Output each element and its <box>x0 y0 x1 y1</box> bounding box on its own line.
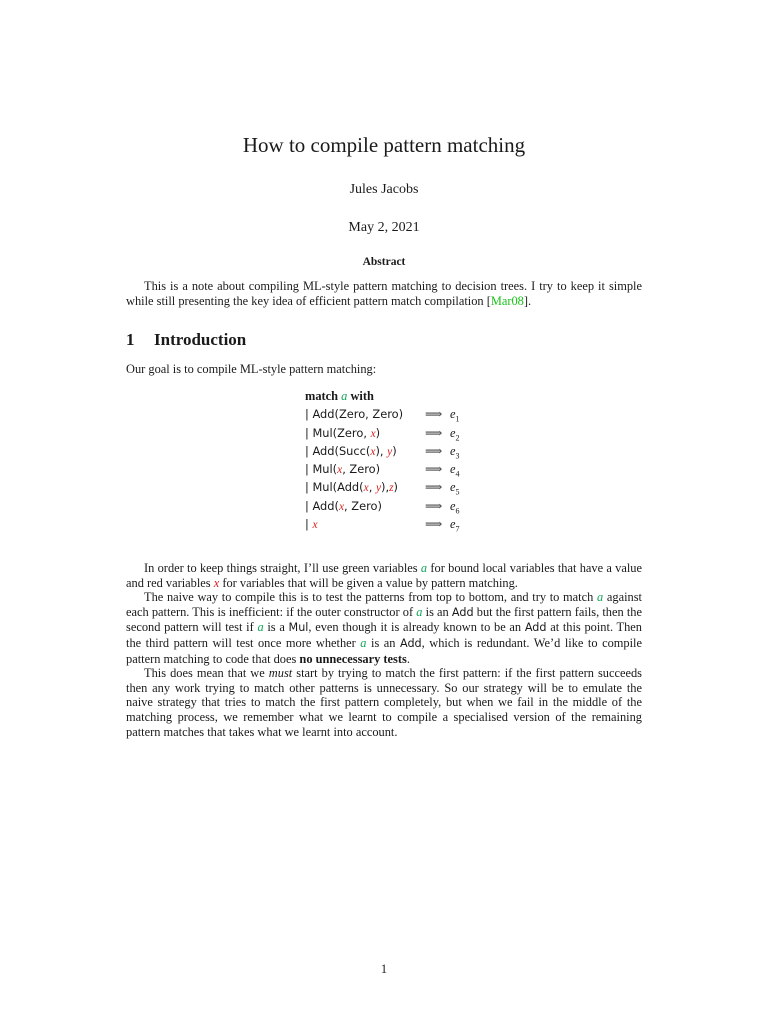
code-row <box>305 406 485 424</box>
pattern: | Mul(Zero, x) <box>305 425 381 440</box>
intro-sentence: Our goal is to compile ML-style pattern matching: <box>126 362 377 376</box>
paragraph: In order to keep things straight, I’ll use green variables a for bound local variables that have a value and red variables x for variables that will be given a value by pattern matching. <box>126 561 643 590</box>
section-heading <box>126 329 246 351</box>
bold-phrase: no unnecessary tests <box>299 651 407 666</box>
result-expression: $e_7$ <box>450 517 460 534</box>
result-expression: $e_4$ <box>450 462 460 479</box>
result-expression: $e_1$ <box>450 407 460 424</box>
paragraph: The naive way to compile this is to test the patterns from top to bottom, and try to match a against each pattern. This is inefficient: if the outer constructor of a is an Add but the first pattern fails, then the second pattern will test if a is a Mul, even though it is already known to be an Add at this point. Then the third pattern will test once more whether a is an Add, which is redundant. We’d like to compile pattern matching to code that does no unnecessary tests. <box>126 590 642 666</box>
body-text <box>126 561 642 739</box>
constructor-name: Add <box>400 636 422 650</box>
constructor-name: Mul <box>288 621 309 635</box>
scrutinee-variable: a <box>341 389 348 403</box>
emphasis: must <box>268 666 293 681</box>
abstract-text-end: ]. <box>523 294 532 308</box>
paper-author: Jules Jacobs <box>349 182 419 197</box>
code-row <box>305 461 485 479</box>
constructor-name: Add <box>524 621 547 635</box>
result-expression: $e_3$ <box>450 443 460 461</box>
result-expression: $e_2$ <box>450 425 460 443</box>
citation-link[interactable]: Mar08 <box>490 294 524 308</box>
implies-arrow: ⟹ <box>425 462 443 477</box>
result-expression: $e_5$ <box>450 480 460 497</box>
constructor-name: Add <box>451 605 474 619</box>
implies-arrow: ⟹ <box>425 407 443 422</box>
code-row <box>305 425 485 443</box>
pattern: | Mul(Add(x, y),z) <box>305 480 398 495</box>
implies-arrow: ⟹ <box>425 498 443 513</box>
code-row <box>305 498 485 516</box>
abstract-heading: Abstract <box>362 256 406 268</box>
section-number: 1 <box>126 330 135 349</box>
pattern-match-code-block <box>305 388 485 534</box>
paragraph: This does mean that we must start by trying to match the first pattern: if the first pattern succeeds then any work trying to match other patterns is unnecessary. So our strategy will be to emulate the naive strategy that tries to match the first pattern completely, but when we fail in the middle of the matching process, we remember what we learnt to compile a specialised version of the remaining pattern matches that takes what we learnt into account. <box>126 666 642 739</box>
pattern: | Mul(x, Zero) <box>305 462 381 477</box>
keyword-with: with <box>350 389 374 403</box>
implies-arrow: ⟹ <box>425 480 443 495</box>
implies-arrow: ⟹ <box>425 425 443 440</box>
code-header <box>305 388 485 406</box>
pattern: | Add(Succ(x), y) <box>305 443 397 458</box>
green-variable: a <box>257 620 264 635</box>
abstract-text <box>126 279 642 309</box>
green-variable: a <box>597 590 604 605</box>
implies-arrow: ⟹ <box>425 517 443 532</box>
code-row <box>305 479 485 497</box>
abstract-text-start: This is a note about compiling ML-style pattern matching to decision trees. I try to keep it simple while still presenting the key idea of efficient pattern match compilation [ <box>126 279 642 308</box>
code-row <box>305 516 485 534</box>
keyword-match: match <box>305 389 339 403</box>
paper-title: How to compile pattern matching <box>242 133 526 157</box>
green-variable: a <box>416 604 423 619</box>
pattern: | Add(x, Zero) <box>305 498 382 513</box>
pattern: | Add(Zero, Zero) <box>305 407 404 422</box>
implies-arrow: ⟹ <box>425 443 443 458</box>
red-variable: x <box>213 575 220 590</box>
section-title: Introduction <box>154 330 247 349</box>
paper-date: May 2, 2021 <box>348 220 420 235</box>
green-variable: a <box>420 561 428 575</box>
result-expression: $e_6$ <box>450 498 460 516</box>
green-variable: a <box>360 635 367 650</box>
code-row <box>305 443 485 461</box>
pattern: | x <box>305 517 318 532</box>
page-number: 1 <box>380 962 388 976</box>
